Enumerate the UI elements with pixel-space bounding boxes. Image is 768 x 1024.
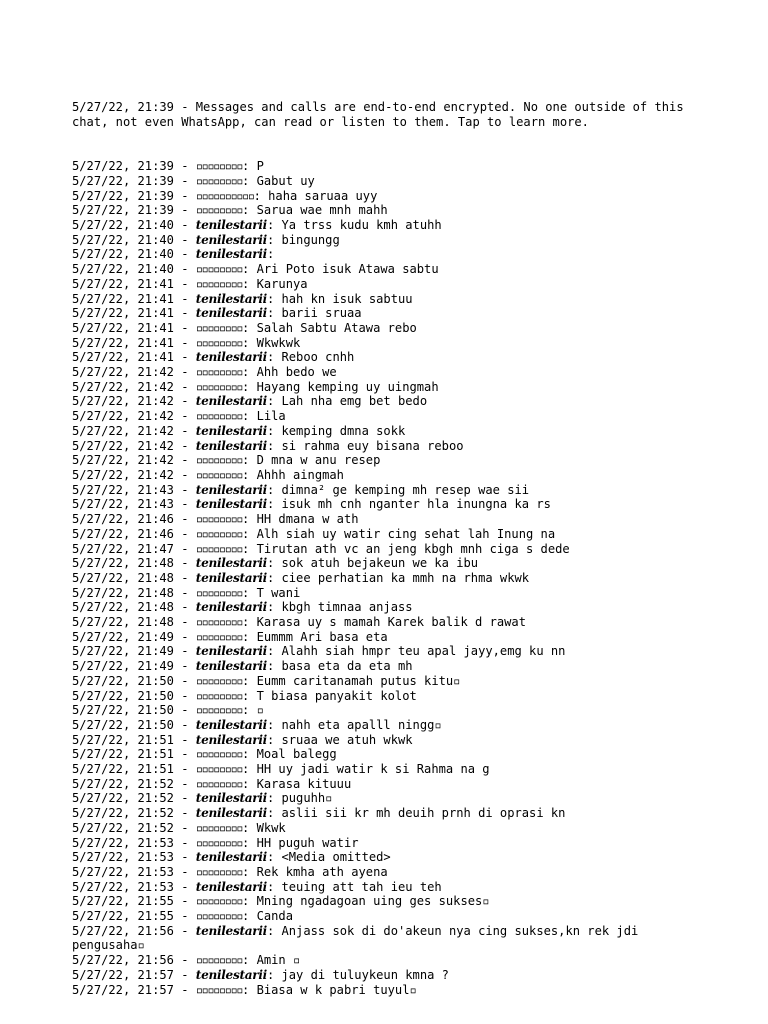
message-text: basa eta da eta mh [281, 659, 413, 674]
message-sender: ▫▫▫▫▫▫▫▫ [195, 585, 243, 600]
message-timestamp: 5/27/22, 21:52 [72, 776, 174, 791]
message-text: Amin ▫ [256, 953, 301, 968]
message-line: 5/27/22, 21:40 - 𝒕𝒆𝒏𝒊𝒍𝒆𝒔𝒕𝒂𝒓𝒊𝒊: [72, 247, 282, 262]
message-line: 5/27/22, 21:43 - 𝒕𝒆𝒏𝒊𝒍𝒆𝒔𝒕𝒂𝒓𝒊𝒊: isuk mh cnh nganter hla inungna ka rs [72, 497, 551, 512]
message-sender: ▫▫▫▫▫▫▫▫ [195, 320, 243, 335]
message-text: dimna² ge kemping mh resep wae sii [281, 482, 530, 497]
message-text: aslii sii kr mh deuih prnh di oprasi kn [281, 806, 566, 821]
message-text: Anjass sok di do'akeun nya cing sukses,kn rek jdi pengusaha▫ [72, 923, 646, 953]
message-line: 5/27/22, 21:39 - ▫▫▫▫▫▫▫▫: Sarua wae mnh mahh [72, 203, 388, 218]
message-line: 5/27/22, 21:46 - ▫▫▫▫▫▫▫▫: HH dmana w ath [72, 512, 359, 527]
message-text: bingungg [281, 232, 340, 247]
message-line: 5/27/22, 21:50 - ▫▫▫▫▫▫▫▫: T biasa panyakit kolot [72, 688, 417, 703]
message-text: Moal balegg [256, 747, 337, 762]
message-line: 5/27/22, 21:39 - ▫▫▫▫▫▫▫▫▫▫: haha saruaa uyy [72, 188, 378, 203]
message-text: P [256, 159, 264, 174]
message-timestamp: 5/27/22, 21:53 [72, 879, 174, 894]
message-sender: 𝒕𝒆𝒏𝒊𝒍𝒆𝒔𝒕𝒂𝒓𝒊𝒊 [195, 791, 267, 806]
message-sender: 𝒕𝒆𝒏𝒊𝒍𝒆𝒔𝒕𝒂𝒓𝒊𝒊 [195, 394, 267, 409]
message-sender: ▫▫▫▫▫▫▫▫ [195, 203, 243, 218]
message-text: Ari Poto isuk Atawa sabtu [256, 262, 439, 277]
message-line: 5/27/22, 21:40 - ▫▫▫▫▫▫▫▫: Ari Poto isuk Atawa sabtu [72, 262, 439, 277]
message-text: isuk mh cnh nganter hla inungna ka rs [281, 497, 551, 512]
message-sender: 𝒕𝒆𝒏𝒊𝒍𝒆𝒔𝒕𝒂𝒓𝒊𝒊 [195, 923, 267, 938]
message-sender: ▫▫▫▫▫▫▫▫ [195, 747, 243, 762]
message-sender: ▫▫▫▫▫▫▫▫ [195, 276, 243, 291]
message-timestamp: 5/27/22, 21:42 [72, 438, 174, 453]
message-text: Ahhh aingmah [256, 467, 344, 482]
message-timestamp: 5/27/22, 21:42 [72, 379, 174, 394]
message-text: Hayang kemping uy uingmah [256, 379, 439, 394]
message-line: 5/27/22, 21:42 - 𝒕𝒆𝒏𝒊𝒍𝒆𝒔𝒕𝒂𝒓𝒊𝒊: kemping dmna sokk [72, 423, 406, 438]
message-line: 5/27/22, 21:53 - 𝒕𝒆𝒏𝒊𝒍𝒆𝒔𝒕𝒂𝒓𝒊𝒊: <Media omitted> [72, 850, 391, 865]
message-sender: 𝒕𝒆𝒏𝒊𝒍𝒆𝒔𝒕𝒂𝒓𝒊𝒊 [195, 600, 267, 615]
message-timestamp: 5/27/22, 21:55 [72, 909, 174, 924]
message-sender: ▫▫▫▫▫▫▫▫ [195, 453, 243, 468]
message-timestamp: 5/27/22, 21:42 [72, 467, 174, 482]
message-sender: 𝒕𝒆𝒏𝒊𝒍𝒆𝒔𝒕𝒂𝒓𝒊𝒊 [195, 732, 267, 747]
message-sender: 𝒕𝒆𝒏𝒊𝒍𝒆𝒔𝒕𝒂𝒓𝒊𝒊 [195, 806, 267, 821]
message-line: 5/27/22, 21:39 - ▫▫▫▫▫▫▫▫: Gabut uy [72, 173, 315, 188]
message-line: 5/27/22, 21:49 - ▫▫▫▫▫▫▫▫: Eummm Ari basa eta [72, 629, 388, 644]
message-line: 5/27/22, 21:39 - ▫▫▫▫▫▫▫▫: P [72, 159, 264, 174]
message-line: 5/27/22, 21:40 - 𝒕𝒆𝒏𝒊𝒍𝒆𝒔𝒕𝒂𝒓𝒊𝒊: bingungg [72, 232, 340, 247]
message-timestamp: 5/27/22, 21:50 [72, 703, 174, 718]
message-line: 5/27/22, 21:57 - ▫▫▫▫▫▫▫▫: Biasa w k pabri tuyul▫ [72, 982, 417, 997]
message-line: 5/27/22, 21:52 - 𝒕𝒆𝒏𝒊𝒍𝒆𝒔𝒕𝒂𝒓𝒊𝒊: puguhh▫ [72, 791, 333, 806]
message-text: <Media omitted> [281, 850, 391, 865]
message-line: 5/27/22, 21:55 - ▫▫▫▫▫▫▫▫: Canda [72, 909, 293, 924]
message-sender: ▫▫▫▫▫▫▫▫ [195, 526, 243, 541]
message-sender: ▫▫▫▫▫▫▫▫ [195, 159, 243, 174]
message-timestamp: 5/27/22, 21:56 [72, 953, 174, 968]
message-sender: ▫▫▫▫▫▫▫▫ [195, 953, 243, 968]
message-sender: ▫▫▫▫▫▫▫▫ [195, 776, 243, 791]
message-sender: ▫▫▫▫▫▫▫▫ [195, 688, 243, 703]
message-timestamp: 5/27/22, 21:50 [72, 688, 174, 703]
message-timestamp: 5/27/22, 21:47 [72, 541, 174, 556]
message-text: sok atuh bejakeun we ka ibu [281, 556, 479, 571]
message-sender: ▫▫▫▫▫▫▫▫ [195, 335, 243, 350]
message-timestamp: 5/27/22, 21:51 [72, 762, 174, 777]
message-text: HH puguh watir [256, 835, 359, 850]
message-timestamp: 5/27/22, 21:48 [72, 615, 174, 630]
message-line: 5/27/22, 21:50 - ▫▫▫▫▫▫▫▫: ▫ [72, 703, 264, 718]
message-sender: ▫▫▫▫▫▫▫▫ [195, 615, 243, 630]
chat-export-page [72, 71, 692, 1012]
message-sender: 𝒕𝒆𝒏𝒊𝒍𝒆𝒔𝒕𝒂𝒓𝒊𝒊 [195, 717, 267, 732]
message-sender: 𝒕𝒆𝒏𝒊𝒍𝒆𝒔𝒕𝒂𝒓𝒊𝒊 [195, 570, 267, 585]
message-text: Rek kmha ath ayena [256, 864, 388, 879]
message-text: kbgh timnaa anjass [281, 600, 413, 615]
message-sender: 𝒕𝒆𝒏𝒊𝒍𝒆𝒔𝒕𝒂𝒓𝒊𝒊 [195, 438, 267, 453]
message-sender: 𝒕𝒆𝒏𝒊𝒍𝒆𝒔𝒕𝒂𝒓𝒊𝒊 [195, 218, 267, 233]
message-text: barii sruaa [281, 306, 362, 321]
message-timestamp: 5/27/22, 21:48 [72, 570, 174, 585]
message-line: 5/27/22, 21:42 - 𝒕𝒆𝒏𝒊𝒍𝒆𝒔𝒕𝒂𝒓𝒊𝒊: Lah nha emg bet bedo [72, 394, 428, 409]
message-line: 5/27/22, 21:56 - ▫▫▫▫▫▫▫▫: Amin ▫ [72, 953, 301, 968]
message-sender: 𝒕𝒆𝒏𝒊𝒍𝒆𝒔𝒕𝒂𝒓𝒊𝒊 [195, 423, 267, 438]
message-text: Wkwkwk [256, 335, 301, 350]
message-text: Alahh siah hmpr teu apal jayy,emg ku nn [281, 644, 566, 659]
message-text: Karasa kituuu [256, 776, 352, 791]
message-text: Salah Sabtu Atawa rebo [256, 320, 417, 335]
message-sender: 𝒕𝒆𝒏𝒊𝒍𝒆𝒔𝒕𝒂𝒓𝒊𝒊 [195, 497, 267, 512]
message-timestamp: 5/27/22, 21:52 [72, 806, 174, 821]
message-timestamp: 5/27/22, 21:39 [72, 188, 174, 203]
message-text: Canda [256, 909, 293, 924]
message-text: Ahh bedo we [256, 365, 337, 380]
message-text: si rahma euy bisana reboo [281, 438, 464, 453]
message-sender: ▫▫▫▫▫▫▫▫ [195, 762, 243, 777]
message-line: 5/27/22, 21:42 - ▫▫▫▫▫▫▫▫: Ahhh aingmah [72, 467, 344, 482]
message-timestamp: 5/27/22, 21:49 [72, 629, 174, 644]
message-timestamp: 5/27/22, 21:41 [72, 306, 174, 321]
message-sender: ▫▫▫▫▫▫▫▫ [195, 982, 243, 997]
message-timestamp: 5/27/22, 21:42 [72, 453, 174, 468]
message-line: 5/27/22, 21:52 - ▫▫▫▫▫▫▫▫: Wkwk [72, 820, 286, 835]
message-text: Eummm Ari basa eta [256, 629, 388, 644]
message-text: Alh siah uy watir cing sehat lah Inung na [256, 526, 556, 541]
message-timestamp: 5/27/22, 21:52 [72, 791, 174, 806]
message-timestamp: 5/27/22, 21:57 [72, 982, 174, 997]
message-line: 5/27/22, 21:42 - ▫▫▫▫▫▫▫▫: D mna w anu resep [72, 453, 381, 468]
message-text: nahh eta apalll ningg▫ [281, 717, 442, 732]
message-text: jay di tuluykeun kmna ? [281, 967, 449, 982]
message-timestamp: 5/27/22, 21:41 [72, 320, 174, 335]
message-timestamp: 5/27/22, 21:42 [72, 394, 174, 409]
message-timestamp: 5/27/22, 21:41 [72, 350, 174, 365]
system-message: 5/27/22, 21:39 - Messages and calls are end-to-end encrypted. No one outside of this chat, not even WhatsApp, can read or listen to them. Tap to learn more. [72, 100, 691, 130]
message-sender: 𝒕𝒆𝒏𝒊𝒍𝒆𝒔𝒕𝒂𝒓𝒊𝒊 [195, 247, 267, 262]
message-timestamp: 5/27/22, 21:39 [72, 173, 174, 188]
message-sender: ▫▫▫▫▫▫▫▫ [195, 541, 243, 556]
message-timestamp: 5/27/22, 21:51 [72, 747, 174, 762]
message-line: 5/27/22, 21:41 - ▫▫▫▫▫▫▫▫: Salah Sabtu Atawa rebo [72, 320, 417, 335]
message-line: 5/27/22, 21:43 - 𝒕𝒆𝒏𝒊𝒍𝒆𝒔𝒕𝒂𝒓𝒊𝒊: dimna² ge kemping mh resep wae sii [72, 482, 530, 497]
message-timestamp: 5/27/22, 21:40 [72, 218, 174, 233]
message-line: 5/27/22, 21:49 - 𝒕𝒆𝒏𝒊𝒍𝒆𝒔𝒕𝒂𝒓𝒊𝒊: basa eta da eta mh [72, 659, 413, 674]
message-sender: 𝒕𝒆𝒏𝒊𝒍𝒆𝒔𝒕𝒂𝒓𝒊𝒊 [195, 644, 267, 659]
message-text: Reboo cnhh [281, 350, 355, 365]
message-line: 5/27/22, 21:53 - ▫▫▫▫▫▫▫▫: HH puguh watir [72, 835, 359, 850]
message-timestamp: 5/27/22, 21:40 [72, 232, 174, 247]
message-line: 5/27/22, 21:52 - 𝒕𝒆𝒏𝒊𝒍𝒆𝒔𝒕𝒂𝒓𝒊𝒊: aslii sii kr mh deuih prnh di oprasi kn [72, 806, 566, 821]
message-sender: ▫▫▫▫▫▫▫▫ [195, 673, 243, 688]
message-timestamp: 5/27/22, 21:41 [72, 335, 174, 350]
message-sender: 𝒕𝒆𝒏𝒊𝒍𝒆𝒔𝒕𝒂𝒓𝒊𝒊 [195, 306, 267, 321]
message-timestamp: 5/27/22, 21:51 [72, 732, 174, 747]
message-timestamp: 5/27/22, 21:42 [72, 409, 174, 424]
message-line: 5/27/22, 21:48 - ▫▫▫▫▫▫▫▫: Karasa uy s mamah Karek balik d rawat [72, 615, 526, 630]
message-text: T wani [256, 585, 301, 600]
message-sender: ▫▫▫▫▫▫▫▫ [195, 467, 243, 482]
message-timestamp: 5/27/22, 21:40 [72, 262, 174, 277]
message-timestamp: 5/27/22, 21:56 [72, 923, 174, 938]
message-sender: 𝒕𝒆𝒏𝒊𝒍𝒆𝒔𝒕𝒂𝒓𝒊𝒊 [195, 850, 267, 865]
message-line: 5/27/22, 21:41 - 𝒕𝒆𝒏𝒊𝒍𝒆𝒔𝒕𝒂𝒓𝒊𝒊: hah kn isuk sabtuu [72, 291, 413, 306]
message-text: Biasa w k pabri tuyul▫ [256, 982, 417, 997]
message-text: Karunya [256, 276, 308, 291]
message-text: HH dmana w ath [256, 512, 359, 527]
message-timestamp: 5/27/22, 21:43 [72, 497, 174, 512]
message-line: 5/27/22, 21:56 - 𝒕𝒆𝒏𝒊𝒍𝒆𝒔𝒕𝒂𝒓𝒊𝒊: Anjass sok di do'akeun nya cing sukses,kn rek jdi pengusaha▫ [72, 923, 646, 953]
message-sender: 𝒕𝒆𝒏𝒊𝒍𝒆𝒔𝒕𝒂𝒓𝒊𝒊 [195, 879, 267, 894]
message-sender: 𝒕𝒆𝒏𝒊𝒍𝒆𝒔𝒕𝒂𝒓𝒊𝒊 [195, 556, 267, 571]
message-sender: ▫▫▫▫▫▫▫▫ [195, 379, 243, 394]
message-line: 5/27/22, 21:48 - 𝒕𝒆𝒏𝒊𝒍𝒆𝒔𝒕𝒂𝒓𝒊𝒊: sok atuh bejakeun we ka ibu [72, 556, 479, 571]
message-line: 5/27/22, 21:41 - 𝒕𝒆𝒏𝒊𝒍𝒆𝒔𝒕𝒂𝒓𝒊𝒊: barii sruaa [72, 306, 362, 321]
message-sender: ▫▫▫▫▫▫▫▫▫▫ [195, 188, 254, 203]
message-timestamp: 5/27/22, 21:50 [72, 717, 174, 732]
message-timestamp: 5/27/22, 21:46 [72, 526, 174, 541]
message-timestamp: 5/27/22, 21:41 [72, 291, 174, 306]
message-line: 5/27/22, 21:48 - ▫▫▫▫▫▫▫▫: T wani [72, 585, 301, 600]
message-sender: ▫▫▫▫▫▫▫▫ [195, 894, 243, 909]
message-text: puguhh▫ [281, 791, 333, 806]
message-text: sruaa we atuh wkwk [281, 732, 413, 747]
message-timestamp: 5/27/22, 21:48 [72, 600, 174, 615]
message-timestamp: 5/27/22, 21:46 [72, 512, 174, 527]
message-text: Sarua wae mnh mahh [256, 203, 388, 218]
message-text: Tirutan ath vc an jeng kbgh mnh ciga s dede [256, 541, 570, 556]
message-text: hah kn isuk sabtuu [281, 291, 413, 306]
message-line: 5/27/22, 21:42 - ▫▫▫▫▫▫▫▫: Ahh bedo we [72, 365, 337, 380]
message-text: Gabut uy [256, 173, 315, 188]
message-sender: ▫▫▫▫▫▫▫▫ [195, 173, 243, 188]
message-line: 5/27/22, 21:41 - 𝒕𝒆𝒏𝒊𝒍𝒆𝒔𝒕𝒂𝒓𝒊𝒊: Reboo cnhh [72, 350, 355, 365]
message-sender: 𝒕𝒆𝒏𝒊𝒍𝒆𝒔𝒕𝒂𝒓𝒊𝒊 [195, 291, 267, 306]
message-text: teuing att tah ieu teh [281, 879, 442, 894]
message-line: 5/27/22, 21:57 - 𝒕𝒆𝒏𝒊𝒍𝒆𝒔𝒕𝒂𝒓𝒊𝒊: jay di tuluykeun kmna ? [72, 967, 449, 982]
message-line: 5/27/22, 21:51 - 𝒕𝒆𝒏𝒊𝒍𝒆𝒔𝒕𝒂𝒓𝒊𝒊: sruaa we atuh wkwk [72, 732, 413, 747]
message-line: 5/27/22, 21:42 - ▫▫▫▫▫▫▫▫: Lila [72, 409, 286, 424]
message-sender: 𝒕𝒆𝒏𝒊𝒍𝒆𝒔𝒕𝒂𝒓𝒊𝒊 [195, 659, 267, 674]
message-line: 5/27/22, 21:51 - ▫▫▫▫▫▫▫▫: HH uy jadi watir k si Rahma na g [72, 762, 490, 777]
message-timestamp: 5/27/22, 21:53 [72, 835, 174, 850]
message-sender: ▫▫▫▫▫▫▫▫ [195, 409, 243, 424]
message-timestamp: 5/27/22, 21:49 [72, 659, 174, 674]
message-sender: ▫▫▫▫▫▫▫▫ [195, 365, 243, 380]
message-text: D mna w anu resep [256, 453, 381, 468]
message-timestamp: 5/27/22, 21:49 [72, 644, 174, 659]
message-text: Lila [256, 409, 286, 424]
message-sender: ▫▫▫▫▫▫▫▫ [195, 864, 243, 879]
message-line: 5/27/22, 21:55 - ▫▫▫▫▫▫▫▫: Mning ngadagoan uing ges sukses▫ [72, 894, 490, 909]
message-sender: ▫▫▫▫▫▫▫▫ [195, 820, 243, 835]
message-sender: 𝒕𝒆𝒏𝒊𝒍𝒆𝒔𝒕𝒂𝒓𝒊𝒊 [195, 232, 267, 247]
message-list [72, 159, 692, 997]
message-sender: 𝒕𝒆𝒏𝒊𝒍𝒆𝒔𝒕𝒂𝒓𝒊𝒊 [195, 482, 267, 497]
message-timestamp: 5/27/22, 21:40 [72, 247, 174, 262]
message-line: 5/27/22, 21:40 - 𝒕𝒆𝒏𝒊𝒍𝒆𝒔𝒕𝒂𝒓𝒊𝒊: Ya trss kudu kmh atuhh [72, 218, 442, 233]
message-timestamp: 5/27/22, 21:42 [72, 423, 174, 438]
message-line: 5/27/22, 21:52 - ▫▫▫▫▫▫▫▫: Karasa kituuu [72, 776, 352, 791]
message-timestamp: 5/27/22, 21:52 [72, 820, 174, 835]
message-line: 5/27/22, 21:53 - ▫▫▫▫▫▫▫▫: Rek kmha ath ayena [72, 864, 388, 879]
message-timestamp: 5/27/22, 21:41 [72, 276, 174, 291]
message-line: 5/27/22, 21:49 - 𝒕𝒆𝒏𝒊𝒍𝒆𝒔𝒕𝒂𝒓𝒊𝒊: Alahh siah hmpr teu apal jayy,emg ku nn [72, 644, 566, 659]
message-line: 5/27/22, 21:46 - ▫▫▫▫▫▫▫▫: Alh siah uy watir cing sehat lah Inung na [72, 526, 556, 541]
message-timestamp: 5/27/22, 21:55 [72, 894, 174, 909]
message-sender: ▫▫▫▫▫▫▫▫ [195, 512, 243, 527]
message-line: 5/27/22, 21:50 - 𝒕𝒆𝒏𝒊𝒍𝒆𝒔𝒕𝒂𝒓𝒊𝒊: nahh eta apalll ningg▫ [72, 717, 442, 732]
message-timestamp: 5/27/22, 21:53 [72, 850, 174, 865]
message-text: haha saruaa uyy [268, 188, 378, 203]
message-sender: 𝒕𝒆𝒏𝒊𝒍𝒆𝒔𝒕𝒂𝒓𝒊𝒊 [195, 350, 267, 365]
message-text: ▫ [256, 703, 264, 718]
message-line: 5/27/22, 21:50 - ▫▫▫▫▫▫▫▫: Eumm caritanamah putus kitu▫ [72, 673, 461, 688]
message-line: 5/27/22, 21:41 - ▫▫▫▫▫▫▫▫: Wkwkwk [72, 335, 301, 350]
message-line: 5/27/22, 21:41 - ▫▫▫▫▫▫▫▫: Karunya [72, 276, 308, 291]
message-text: kemping dmna sokk [281, 423, 406, 438]
message-timestamp: 5/27/22, 21:50 [72, 673, 174, 688]
message-text: Ya trss kudu kmh atuhh [281, 218, 442, 233]
message-line: 5/27/22, 21:42 - 𝒕𝒆𝒏𝒊𝒍𝒆𝒔𝒕𝒂𝒓𝒊𝒊: si rahma euy bisana reboo [72, 438, 464, 453]
message-timestamp: 5/27/22, 21:43 [72, 482, 174, 497]
message-timestamp: 5/27/22, 21:48 [72, 585, 174, 600]
message-line: 5/27/22, 21:42 - ▫▫▫▫▫▫▫▫: Hayang kemping uy uingmah [72, 379, 439, 394]
message-text: Lah nha emg bet bedo [281, 394, 428, 409]
message-text: Mning ngadagoan uing ges sukses▫ [256, 894, 490, 909]
message-text: HH uy jadi watir k si Rahma na g [256, 762, 490, 777]
message-line: 5/27/22, 21:53 - 𝒕𝒆𝒏𝒊𝒍𝒆𝒔𝒕𝒂𝒓𝒊𝒊: teuing att tah ieu teh [72, 879, 442, 894]
message-sender: ▫▫▫▫▫▫▫▫ [195, 703, 243, 718]
message-timestamp: 5/27/22, 21:42 [72, 365, 174, 380]
message-timestamp: 5/27/22, 21:48 [72, 556, 174, 571]
message-text: Eumm caritanamah putus kitu▫ [256, 673, 461, 688]
message-sender: ▫▫▫▫▫▫▫▫ [195, 262, 243, 277]
message-line: 5/27/22, 21:48 - 𝒕𝒆𝒏𝒊𝒍𝒆𝒔𝒕𝒂𝒓𝒊𝒊: ciee perhatian ka mmh na rhma wkwk [72, 570, 530, 585]
message-text: T biasa panyakit kolot [256, 688, 417, 703]
message-sender: 𝒕𝒆𝒏𝒊𝒍𝒆𝒔𝒕𝒂𝒓𝒊𝒊 [195, 967, 267, 982]
message-text: Wkwk [256, 820, 286, 835]
message-sender: ▫▫▫▫▫▫▫▫ [195, 909, 243, 924]
message-timestamp: 5/27/22, 21:39 [72, 159, 174, 174]
message-sender: ▫▫▫▫▫▫▫▫ [195, 629, 243, 644]
message-line: 5/27/22, 21:51 - ▫▫▫▫▫▫▫▫: Moal balegg [72, 747, 337, 762]
message-sender: ▫▫▫▫▫▫▫▫ [195, 835, 243, 850]
message-timestamp: 5/27/22, 21:57 [72, 967, 174, 982]
message-line: 5/27/22, 21:47 - ▫▫▫▫▫▫▫▫: Tirutan ath vc an jeng kbgh mnh ciga s dede [72, 541, 570, 556]
message-timestamp: 5/27/22, 21:39 [72, 203, 174, 218]
message-text: ciee perhatian ka mmh na rhma wkwk [281, 570, 530, 585]
message-timestamp: 5/27/22, 21:53 [72, 864, 174, 879]
message-text: Karasa uy s mamah Karek balik d rawat [256, 615, 526, 630]
message-line: 5/27/22, 21:48 - 𝒕𝒆𝒏𝒊𝒍𝒆𝒔𝒕𝒂𝒓𝒊𝒊: kbgh timnaa anjass [72, 600, 413, 615]
